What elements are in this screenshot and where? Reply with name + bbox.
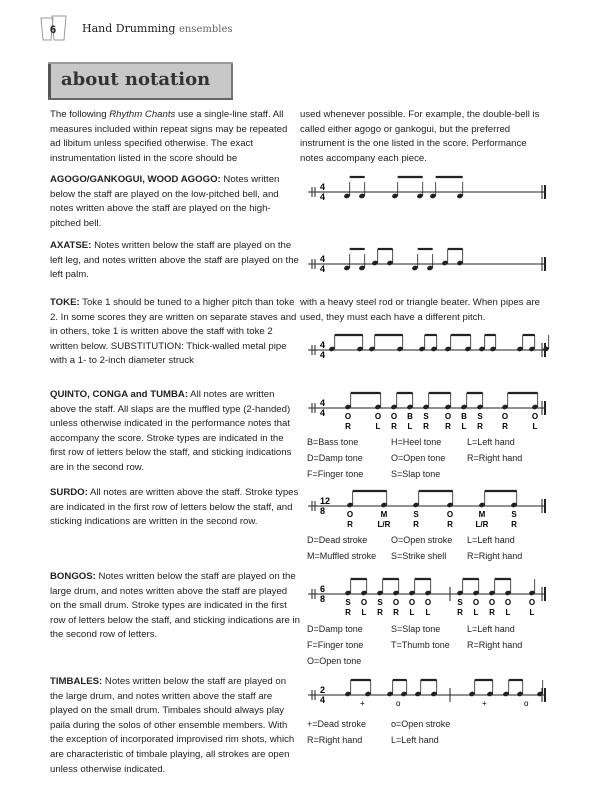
legend-item: D=Damp tone	[307, 624, 363, 634]
section-title: about notation	[61, 69, 211, 90]
time-signature-top: 4	[320, 340, 326, 350]
stroke-letter: O	[424, 598, 432, 607]
sticking-letter: L	[473, 608, 479, 617]
legend-item: R=Right hand	[467, 551, 523, 561]
sticking-letter: L	[505, 608, 511, 617]
stroke-letter: O	[390, 412, 398, 421]
sticking-letter: L	[529, 608, 535, 617]
stroke-letter: O	[531, 412, 539, 421]
sticking-letter: R	[391, 422, 397, 431]
intro-left: The following Rhythm Chants use a single-line staff. All measures included within repeat signs may be repeated ad libitum unless specified otherwise. The exact instrumentation listed in the score should be	[50, 109, 288, 164]
toke-text: TOKE: Toke 1 should be tuned to a higher pitch than toke 2. In some scores they are written on separate staves and in others, toke 1 is written above the staff with toke 2 written below. SUBSTITUTION: Thick-walled metal pipe with a 1- to 2-inch diameter struck	[50, 297, 297, 367]
sticking-letter: R	[377, 608, 383, 617]
header-title: Hand Drumming	[82, 22, 176, 35]
axatse-text: AXATSE: Notes written below the staff are played on the left leg, and notes written above the staff are played on the left palm.	[50, 240, 299, 281]
sticking-letter: L	[361, 608, 367, 617]
legend-item: D=Dead stroke	[307, 535, 368, 545]
section-banner	[48, 64, 233, 98]
stroke-letter: O	[374, 412, 382, 421]
time-signature-bottom: 4	[320, 408, 326, 418]
time-signature-top: 12	[320, 496, 331, 506]
legend-item: D=Damp tone	[307, 453, 363, 463]
stroke-letter: B	[461, 412, 467, 421]
quinto-text: QUINTO, CONGA and TUMBA: All notes are written above the staff. All slaps are the muffled type (2-handed) unless otherwise indicated in the performance notes that accompany the score. Stroke types are indicated in the first row of letters below the staff, and sticking indications are in the second row.	[50, 389, 292, 473]
time-signature-bottom: 4	[320, 192, 326, 202]
sticking-letter: L/R	[377, 520, 391, 529]
legend-item: L=Left hand	[391, 735, 439, 745]
legend-item: H=Heel tone	[391, 437, 442, 447]
intro-right: used whenever possible. For example, the double-bell is called either agogo or gankogui, but the preferred instrument is the one listed in the score. Performance notes accompany each piece.	[300, 109, 540, 164]
stroke-letter: O	[344, 412, 352, 421]
legend-item: T=Thumb tone	[391, 640, 450, 650]
time-signature-bottom: 8	[320, 594, 326, 604]
legend-item: O=Open stroke	[391, 535, 453, 545]
time-signature-top: 2	[320, 685, 326, 695]
stroke-letter: S	[345, 598, 351, 607]
legend-item: F=Finger tone	[307, 469, 364, 479]
legend-item: R=Right hand	[467, 640, 523, 650]
sticking-letter: R	[413, 520, 419, 529]
legend-item: M=Muffled stroke	[307, 551, 377, 561]
stroke-mark: +	[482, 699, 487, 708]
legend-item: S=Strike shell	[391, 551, 447, 561]
sticking-letter: R	[502, 422, 508, 431]
stroke-letter: O	[392, 598, 400, 607]
sticking-letter: L	[461, 422, 467, 431]
staff-agogo	[300, 170, 560, 210]
sticking-letter: R	[345, 608, 351, 617]
agogo-text: AGOGO/GANKOGUI, WOOD AGOGO: Notes written below the staff are played on the low-pitched bell, and notes written above the staff are played on the high-pitched bell.	[50, 174, 280, 229]
stroke-letter: O	[408, 598, 416, 607]
sticking-letter: R	[345, 422, 351, 431]
sticking-letter: L/R	[475, 520, 489, 529]
legend-item: F=Finger tone	[307, 640, 364, 650]
legend-item: R=Right hand	[467, 453, 523, 463]
toke-text-right: with a heavy steel rod or triangle beater. When pipes are used, they must each have a different pitch.	[300, 297, 540, 323]
staff-surdo	[300, 488, 560, 530]
stroke-letter: O	[360, 598, 368, 607]
sticking-letter: R	[457, 608, 463, 617]
sticking-letter: R	[347, 520, 353, 529]
sticking-letter: L	[425, 608, 431, 617]
running-header	[82, 22, 233, 35]
stroke-mark: o	[524, 699, 529, 708]
stroke-letter: O	[528, 598, 536, 607]
stroke-mark: o	[396, 699, 401, 708]
left-column	[50, 108, 300, 777]
sticking-letter: R	[511, 520, 517, 529]
legend-item: S=Slap tone	[391, 469, 441, 479]
surdo-text: SURDO: All notes are written above the staff. Stroke types are indicated in the first row of letters below the staff, and sticking indications are written in the second row.	[50, 487, 299, 528]
time-signature-bottom: 8	[320, 506, 326, 516]
staff-quinto	[300, 388, 560, 432]
stroke-mark: +	[360, 699, 365, 708]
stroke-letter: O	[472, 598, 480, 607]
stroke-letter: S	[457, 598, 463, 607]
time-signature-bottom: 4	[320, 350, 326, 360]
stroke-letter: B	[407, 412, 413, 421]
time-signature-top: 6	[320, 584, 326, 594]
legend-item: L=Left hand	[467, 437, 515, 447]
header-subtitle: ensembles	[178, 24, 233, 35]
legend-item: B=Bass tone	[307, 437, 359, 447]
sticking-letter: L	[407, 422, 413, 431]
legend-item: +=Dead stroke	[307, 719, 367, 729]
stroke-letter: O	[446, 510, 454, 519]
time-signature-bottom: 4	[320, 264, 326, 274]
time-signature-top: 4	[320, 182, 326, 192]
sticking-letter: R	[423, 422, 429, 431]
staff-bongos	[300, 570, 560, 620]
sticking-letter: R	[447, 520, 453, 529]
time-signature-top: 4	[320, 398, 326, 408]
sticking-letter: L	[409, 608, 415, 617]
staff-toke	[300, 330, 560, 375]
time-signature-bottom: 4	[320, 695, 326, 705]
timbales-text: TIMBALES: Notes written below the staff are played on the large drum, and notes written above the staff are played on the small drum. Timbales should always play paila during the solos of other ensemble members. With the exception of incorporated improvised rim shots, which are characteristic of timbale playing, all strokes are open unless otherwise indicated.	[50, 676, 295, 775]
stroke-letter: M	[380, 510, 388, 519]
sticking-letter: R	[477, 422, 483, 431]
stroke-letter: O	[444, 412, 452, 421]
stroke-letter: S	[477, 412, 483, 421]
legend-item: L=Left hand	[467, 624, 515, 634]
bongos-text: BONGOS: Notes written below the staff are played on the large drum, and notes written above the staff are played on the small drum. Stroke types are indicated in the first row of letters below the staff, and sticking indications are in the second row of letters.	[50, 571, 300, 641]
stroke-letter: O	[504, 598, 512, 607]
stroke-letter: S	[511, 510, 517, 519]
sticking-letter: R	[393, 608, 399, 617]
sticking-letter: R	[445, 422, 451, 431]
sticking-letter: R	[489, 608, 495, 617]
stroke-letter: S	[377, 598, 383, 607]
stroke-letter: S	[423, 412, 429, 421]
stroke-letter: S	[413, 510, 419, 519]
page-number: 6	[50, 24, 57, 36]
stroke-letter: O	[346, 510, 354, 519]
legend-item: S=Slap tone	[391, 624, 441, 634]
time-signature-top: 4	[320, 254, 326, 264]
sticking-letter: L	[375, 422, 381, 431]
legend-item: O=Open tone	[391, 453, 446, 463]
legend-item: O=Open tone	[307, 656, 362, 666]
legend-item: R=Right hand	[307, 735, 363, 745]
stroke-letter: M	[478, 510, 486, 519]
staff-timbales	[300, 675, 560, 715]
legend-item: o=Open stroke	[391, 719, 451, 729]
sticking-letter: L	[532, 422, 538, 431]
stroke-letter: O	[501, 412, 509, 421]
legend-item: L=Left hand	[467, 535, 515, 545]
stroke-letter: O	[488, 598, 496, 607]
staff-axatse	[300, 240, 560, 280]
